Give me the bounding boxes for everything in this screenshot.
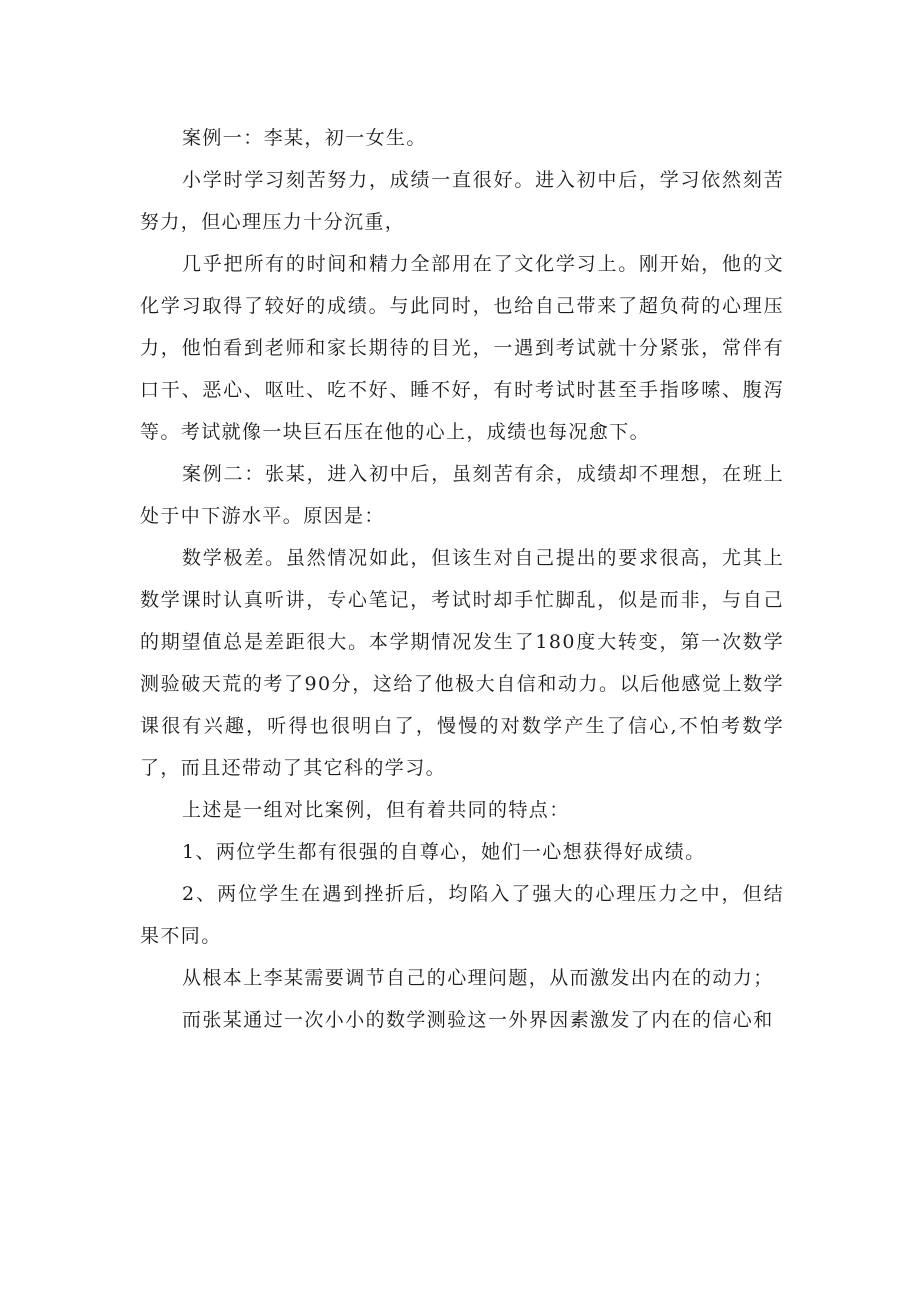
paragraph-case-two-detail: 数学极差。虽然情况如此，但该生对自己提出的要求很高，尤其上数学课时认真听讲，专心笔记，考试时却手忙脚乱，似是而非，与自己的期望值总是差距很大。本学期情况发生了180度大转变，第一次数学测验破天荒的考了90分，这给了他极大自信和动力。以后他感觉上数学课很有兴趣，听得也很明白了，慢慢的对数学产生了信心,不怕考数学了，而且还带动了其它科的学习。 xyxy=(140,547,784,779)
paragraph-case-one-symptoms: 几乎把所有的时间和精力全部用在了文化学习上。刚开始，他的文化学习取得了较好的成绩。与此同时，也给自己带来了超负荷的心理压力，他怕看到老师和家长期待的目光，一遇到考试就十分紧张，常伴有口干、恶心、呕吐、吃不好、睡不好，有时考试时甚至手指哆嗦、腹泻等。考试就像一块巨石压在他的心上，成绩也每况愈下。 xyxy=(140,253,784,443)
paragraph-zhang-conclusion: 而张某通过一次小小的数学测验这一外界因素激发了内在的信心和 xyxy=(182,1009,774,1031)
document-body xyxy=(140,117,784,1041)
paragraph-comparison-intro: 上述是一组对比案例，但有着共同的特点： xyxy=(182,799,570,821)
paragraph-point-two: 2、两位学生在遇到挫折后，均陷入了强大的心理压力之中，但结果不同。 xyxy=(140,883,784,947)
paragraph-case-one-background: 小学时学习刻苦努力，成绩一直很好。进入初中后，学习依然刻苦努力，但心理压力十分沉重， xyxy=(140,169,784,233)
paragraph-point-one: 1、两位学生都有很强的自尊心，她们一心想获得好成绩。 xyxy=(182,841,706,863)
paragraph-case-two-title: 案例二：张某，进入初中后，虽刻苦有余，成绩却不理想，在班上处于中下游水平。原因是： xyxy=(140,463,784,527)
paragraph-case-one-title: 案例一：李某，初一女生。 xyxy=(182,127,427,149)
paragraph-li-conclusion: 从根本上李某需要调节自己的心理问题，从而激发出内在的动力； xyxy=(182,967,774,989)
